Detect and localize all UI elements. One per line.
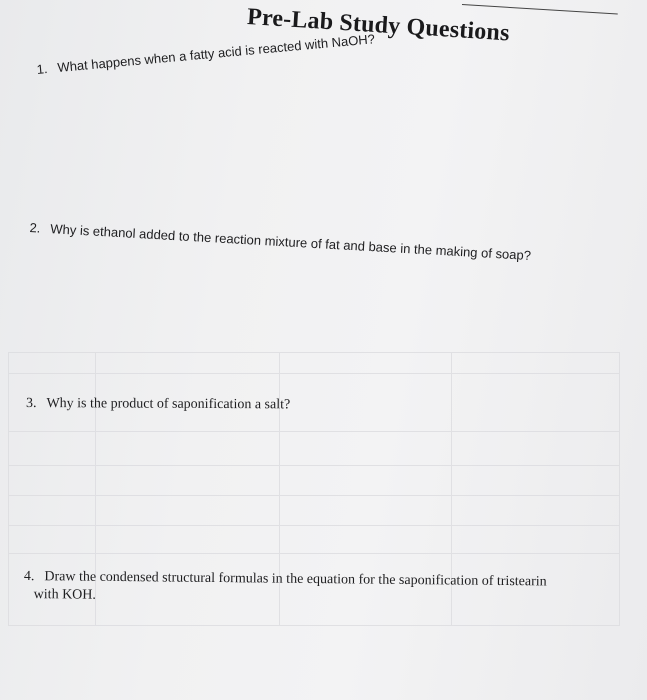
question-4 — [24, 568, 624, 610]
question-4-text-continued: with KOH. — [33, 587, 97, 603]
question-4-text: Draw the condensed structural formulas in the equation for the saponification of tristearin — [44, 569, 547, 590]
question-1 — [36, 31, 375, 77]
top-rule-line — [462, 4, 618, 15]
question-1-number: 1. — [36, 61, 49, 77]
question-2 — [29, 220, 531, 263]
question-2-text: Why is ethanol added to the reaction mixture of fat and base in the making of soap? — [49, 221, 532, 264]
question-1-text: What happens when a fatty acid is reacted with NaOH? — [56, 31, 376, 76]
page-title: Pre-Lab Study Questions — [246, 4, 511, 47]
question-4-number: 4. — [23, 568, 35, 585]
question-2-number: 2. — [29, 220, 41, 236]
question-3-number: 3. — [25, 396, 37, 412]
question-3-text: Why is the product of saponification a salt? — [46, 396, 291, 413]
question-3 — [26, 396, 290, 413]
